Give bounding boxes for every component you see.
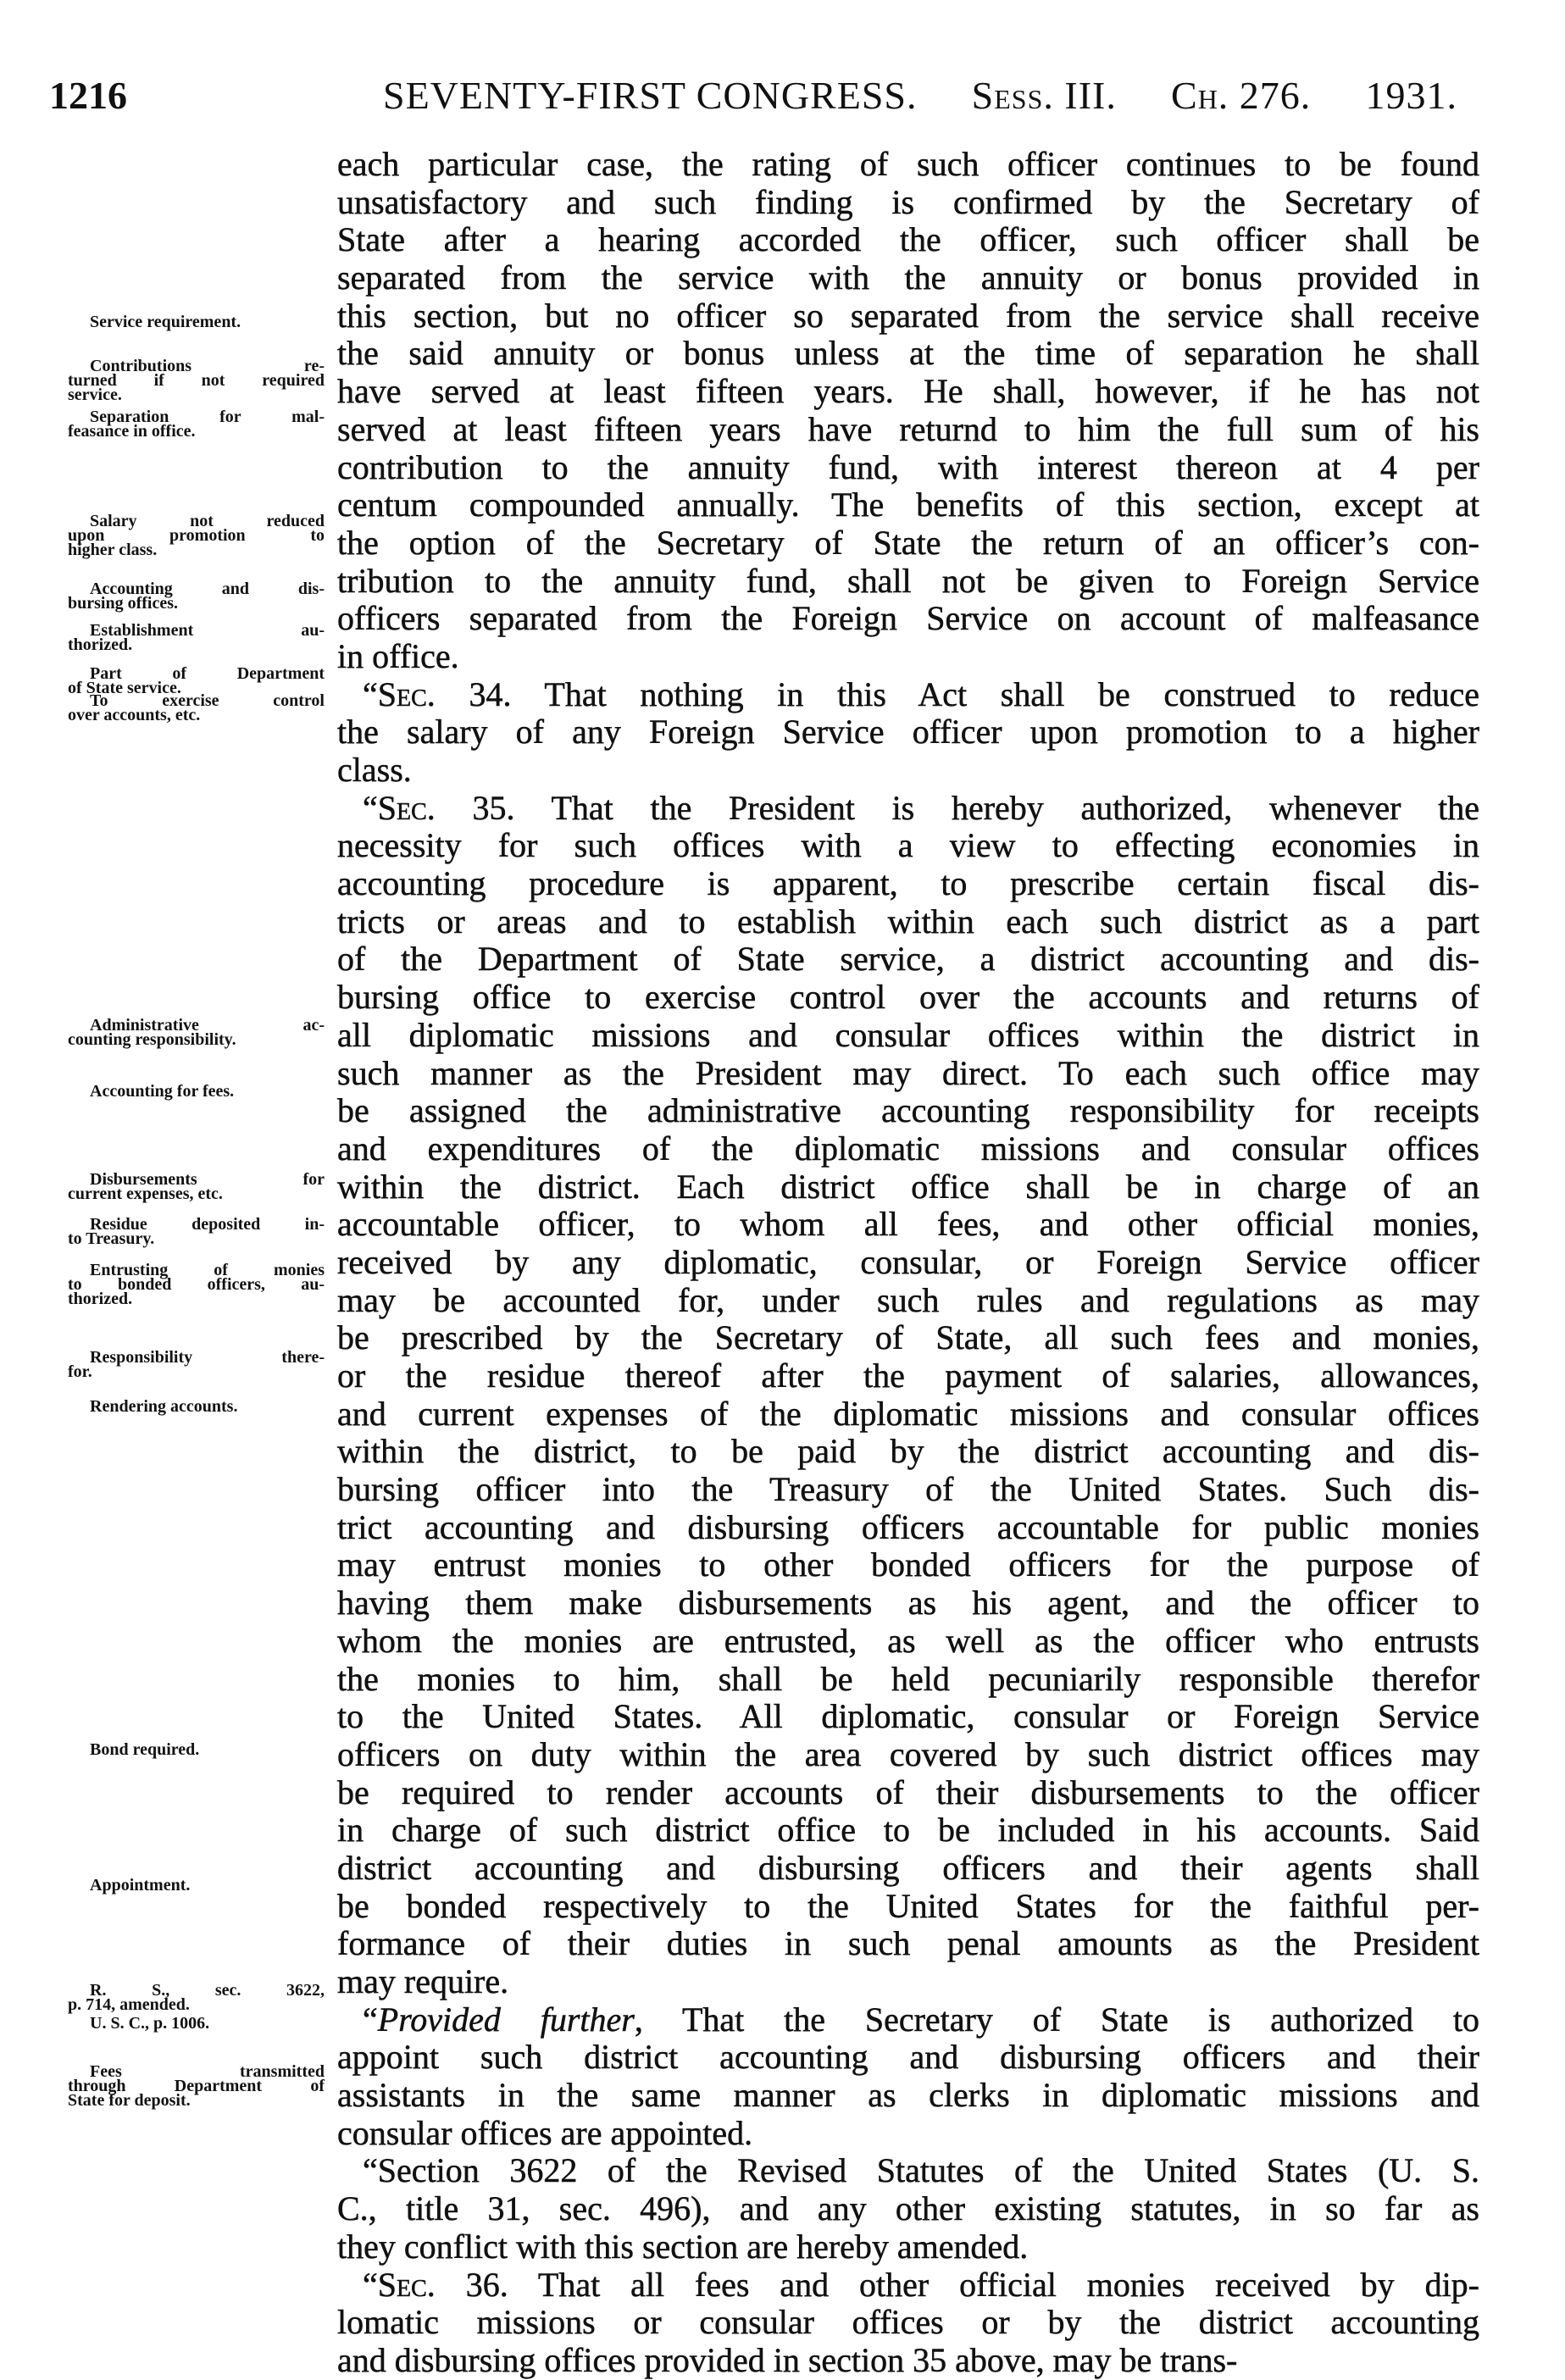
text-line [337,2152,1479,2190]
text-segment: or the residue thereof after the payment of salaries, allowances, [337,1356,1479,1395]
text-line [337,1244,1479,1282]
text-line [337,146,1479,184]
text-line [337,1584,1479,1623]
text-line [337,1925,1479,1963]
running-head-congress: SEVENTY-FIRST CONGRESS. [383,74,918,117]
margin-note-line: R. S., sec. 3622, [90,1981,325,2000]
text-segment: accountable officer, to whom all fees, and other official monies, [337,1205,1479,1244]
margin-note-line: Accounting for fees. [90,1082,235,1101]
text-segment: all diplomatic missions and consular offices within the district in [337,1015,1479,1054]
text-segment: and current expenses of the diplomatic missions and consular offices [337,1394,1479,1433]
running-head-chapter: Ch. 276. [1171,74,1312,117]
margin-note [68,315,325,330]
text-line [337,259,1479,297]
margin-note-line: Salary not reduced [90,512,325,530]
text-line [337,373,1479,411]
margin-note [68,1397,325,1416]
text-segment: within the district, to be paid by the district accounting and dis- [337,1432,1479,1471]
text-segment: formance of their duties in such penal amounts as the President [337,1924,1479,1963]
margin-note-line: Appointment. [90,1876,191,1895]
text-line [337,1963,1479,2001]
margin-note-line: thorized. [68,635,133,654]
margin-note-line: to bonded officers, au- [68,1275,325,1294]
margin-note-line: Separation for mal- [90,408,325,426]
text-segment: of the Department of State service, a district accounting and dis- [337,940,1479,979]
text-segment: State after a hearing accorded the officer, such officer shall be [337,220,1479,259]
text-segment: and expenditures of the diplomatic missions and consular offices [337,1129,1479,1168]
running-head-year: 1931. [1365,74,1457,117]
text-line [337,2077,1479,2115]
text-segment: 35. That the President is hereby authorized, whenever the [435,788,1479,827]
text-segment: the salary of any Foreign Service officer upon promotion to a higher [337,713,1479,752]
margin-note [68,621,325,654]
text-segment: bursing office to exercise control over the accounts and returns of [337,978,1479,1017]
text-line [337,563,1479,601]
text-segment: they conflict with this section are hereby amended. [337,2227,1029,2266]
text-line [337,2304,1479,2342]
text-segment: “ [363,788,378,827]
margin-note-line: bursing offices. [68,594,178,613]
margin-note [68,1215,325,1248]
text-segment: may entrust monies to other bonded officers for the purpose of [337,1545,1479,1584]
section-label: Sec. [377,788,436,827]
text-segment: “ [363,2265,378,2304]
text-line [337,827,1479,865]
text-line [337,335,1479,373]
margin-note-line: Disbursements for [90,1170,325,1189]
text-line [337,1471,1479,1509]
margin-note [68,1878,325,1893]
text-segment: and disbursing offices provided in section 35 above, may be trans- [337,2340,1238,2379]
margin-note-line: feasance in office. [68,422,196,441]
margin-note [68,410,325,439]
text-line [337,1282,1479,1320]
text-line [337,676,1479,714]
text-line [337,940,1479,979]
text-line [337,2115,1479,2153]
page-number: 1216 [49,74,127,117]
margin-note-line: Establishment au- [90,621,325,640]
margin-note [68,1170,325,1203]
text-segment: contribution to the annuity fund, with interest thereon at 4 per [337,447,1479,486]
text-segment: “Section 3622 of the Revised Statutes of the United States (U. S. [363,2151,1479,2190]
margin-note-line: service. [68,386,122,404]
text-line [337,1319,1479,1357]
text-segment: necessity for such offices with a view to effecting economies in [337,826,1479,865]
text-segment: may be accounted for, under such rules and regulations as may [337,1280,1479,1319]
text-segment: officers separated from the Foreign Service on account of malfeasance [337,599,1479,638]
margin-note-line: Contributions re- [90,357,325,375]
text-line [337,1395,1479,1434]
text-line [337,486,1479,524]
margin-note-line: of State service. [68,679,181,697]
text-segment: tribution to the annuity fund, shall not be given to Foreign Service [337,561,1479,600]
text-line [337,979,1479,1017]
text-line [337,790,1479,828]
text-segment: in office. [337,636,459,675]
text-segment: have served at least fifteen years. He shall, however, if he has not [337,372,1479,411]
text-segment: class. [337,751,412,789]
text-line [337,524,1479,563]
text-segment: lomatic missions or consular offices or by the district accounting [337,2303,1479,2342]
text-segment: 36. That all fees and other official monies received by dip- [435,2265,1479,2304]
margin-note-line: Rendering accounts. [90,1397,238,1416]
text-segment: tricts or areas and to establish within each such district as a part [337,902,1479,940]
margin-note-line: Administrative ac- [90,1016,325,1035]
text-line [337,903,1479,941]
margin-note-line: current expenses, etc. [68,1184,223,1203]
text-line [337,1055,1479,1093]
text-segment: served at least fifteen years have returnd to him the full sum of his [337,409,1479,448]
text-line [337,1509,1479,1547]
margin-note-line: Fees transmitted [90,2062,325,2081]
text-segment: whom the monies are entrusted, as well as the officer who entrusts [337,1621,1479,1660]
text-line [337,2342,1479,2380]
text-segment: bursing officer into the Treasury of the United States. Such dis- [337,1470,1479,1509]
margin-note-line: Responsibility there- [90,1348,325,1367]
text-line [337,865,1479,903]
text-segment: centum compounded annually. The benefits of this section, except at [337,485,1479,524]
text-segment: “ [363,2000,378,2039]
margin-note [68,1263,325,1307]
margin-note-line: upon promotion to [68,526,325,545]
section-label: Sec. [377,674,436,713]
text-segment: , That the Secretary of State is authorized to [634,2000,1480,2039]
text-segment: officers on duty within the area covered by such district offices may [337,1734,1479,1773]
text-line [337,1168,1479,1207]
margin-note-line: counting responsibility. [68,1030,236,1049]
margin-note-line: for. [68,1362,92,1381]
margin-note-line: Accounting and dis- [90,580,325,598]
text-line [337,221,1479,259]
text-line [337,1736,1479,1774]
margin-note-line: to Treasury. [68,1229,155,1248]
text-segment: each particular case, the rating of such officer continues to be found [337,145,1479,183]
margin-note-line: turned if not required [68,371,325,390]
text-line [337,1888,1479,1926]
text-line [337,1092,1479,1130]
running-head [383,73,1457,118]
section-label: Sec. [377,2265,436,2304]
text-line [337,1850,1479,1888]
margin-note-line: through Department of [68,2077,325,2095]
text-line [337,713,1479,752]
text-segment: the said annuity or bonus unless at the time of separation he shall [337,334,1479,373]
margin-note-line: p. 714, amended. [68,1995,190,2014]
margin-note-line: Residue deposited in- [90,1215,325,1234]
running-head-session: Sess. III. [971,74,1117,117]
margin-note [68,1983,325,2012]
text-segment: “ [363,674,378,713]
margin-note-line: Bond required. [90,1740,200,1759]
margin-note [68,2062,325,2110]
margin-note-line: U. S. C., p. 1006. [90,2014,210,2033]
text-segment: to the United States. All diplomatic, consular or Foreign Service [337,1697,1479,1736]
text-segment: consular offices are appointed. [337,2113,753,2152]
text-segment: be prescribed by the Secretary of State, all such fees and monies, [337,1318,1479,1357]
text-segment: assistants in the same manner as clerks in diplomatic missions and [337,2076,1479,2115]
text-line [337,184,1479,222]
text-segment: the option of the Secretary of State the return of an officer’s con- [337,523,1479,562]
margin-note-line: thorized. [68,1290,133,1308]
text-line [337,449,1479,487]
text-segment: the monies to him, shall be held pecuniarily responsible therefor [337,1659,1479,1698]
text-segment: having them make disbursements as his agent, and the officer to [337,1584,1479,1623]
margin-note-line: State for deposit. [68,2091,191,2110]
italic-text: Provided further [377,2000,635,2039]
text-segment: such manner as the President may direct. To each such office may [337,1053,1479,1092]
margin-note [68,691,325,724]
text-line [337,2228,1479,2266]
text-line [337,2039,1479,2077]
body-text [337,146,1479,2380]
text-segment: appoint such district accounting and disbursing officers and their [337,2038,1479,2077]
margin-note [68,1018,325,1047]
text-line [337,1774,1479,1812]
margin-note-line: higher class. [68,541,158,559]
text-line [337,1698,1479,1736]
text-line [337,1623,1479,1661]
text-segment: unsatisfactory and such finding is confirmed by the Secretary of [337,182,1479,221]
text-line [337,1017,1479,1055]
margin-note [68,2014,325,2033]
margin-note-line: Part of Department [90,664,325,683]
text-segment: separated from the service with the annuity or bonus provided in [337,258,1479,297]
text-segment: trict accounting and disbursing officers accountable for public monies [337,1507,1479,1546]
text-line [337,638,1479,676]
margin-note [68,582,325,611]
text-line [337,411,1479,449]
text-line [337,2001,1479,2039]
margin-note [68,359,325,402]
text-segment: this section, but no officer so separated from the service shall receive [337,296,1479,335]
text-line [337,2266,1479,2305]
text-segment: C., title 31, sec. 496), and any other existing statutes, in so far as [337,2189,1479,2228]
text-segment: district accounting and disbursing officers and their agents shall [337,1848,1479,1887]
margin-note-line: Service requirement. [90,313,241,331]
text-segment: in charge of such district office to be included in his accounts. Said [337,1811,1479,1850]
margin-note [68,514,325,558]
text-segment: be required to render accounts of their disbursements to the officer [337,1773,1479,1811]
text-line [337,2190,1479,2228]
text-line [337,1433,1479,1471]
text-line [337,1811,1479,1850]
text-line [337,1130,1479,1168]
margin-note [68,1082,325,1101]
text-line [337,1357,1479,1395]
text-line [337,297,1479,336]
margin-note [68,1348,325,1381]
text-line [337,1661,1479,1699]
margin-note-line: Entrusting of monies [90,1261,325,1279]
text-segment: 34. That nothing in this Act shall be construed to reduce [435,674,1479,713]
margin-note-line: over accounts, etc. [68,706,201,724]
text-line [337,600,1479,638]
margin-note [68,1740,325,1759]
text-line [337,1546,1479,1584]
text-segment: may require. [337,1962,509,2000]
text-line [337,1206,1479,1244]
text-segment: accounting procedure is apparent, to prescribe certain fiscal dis- [337,864,1479,903]
text-line [337,752,1479,790]
margin-note-line: To exercise control [90,691,325,710]
text-segment: within the district. Each district office shall be in charge of an [337,1167,1479,1206]
text-segment: be assigned the administrative accounting responsibility for receipts [337,1091,1479,1130]
text-segment: be bonded respectively to the United States for the faithful per- [337,1886,1479,1925]
text-segment: received by any diplomatic, consular, or Foreign Service officer [337,1242,1479,1281]
